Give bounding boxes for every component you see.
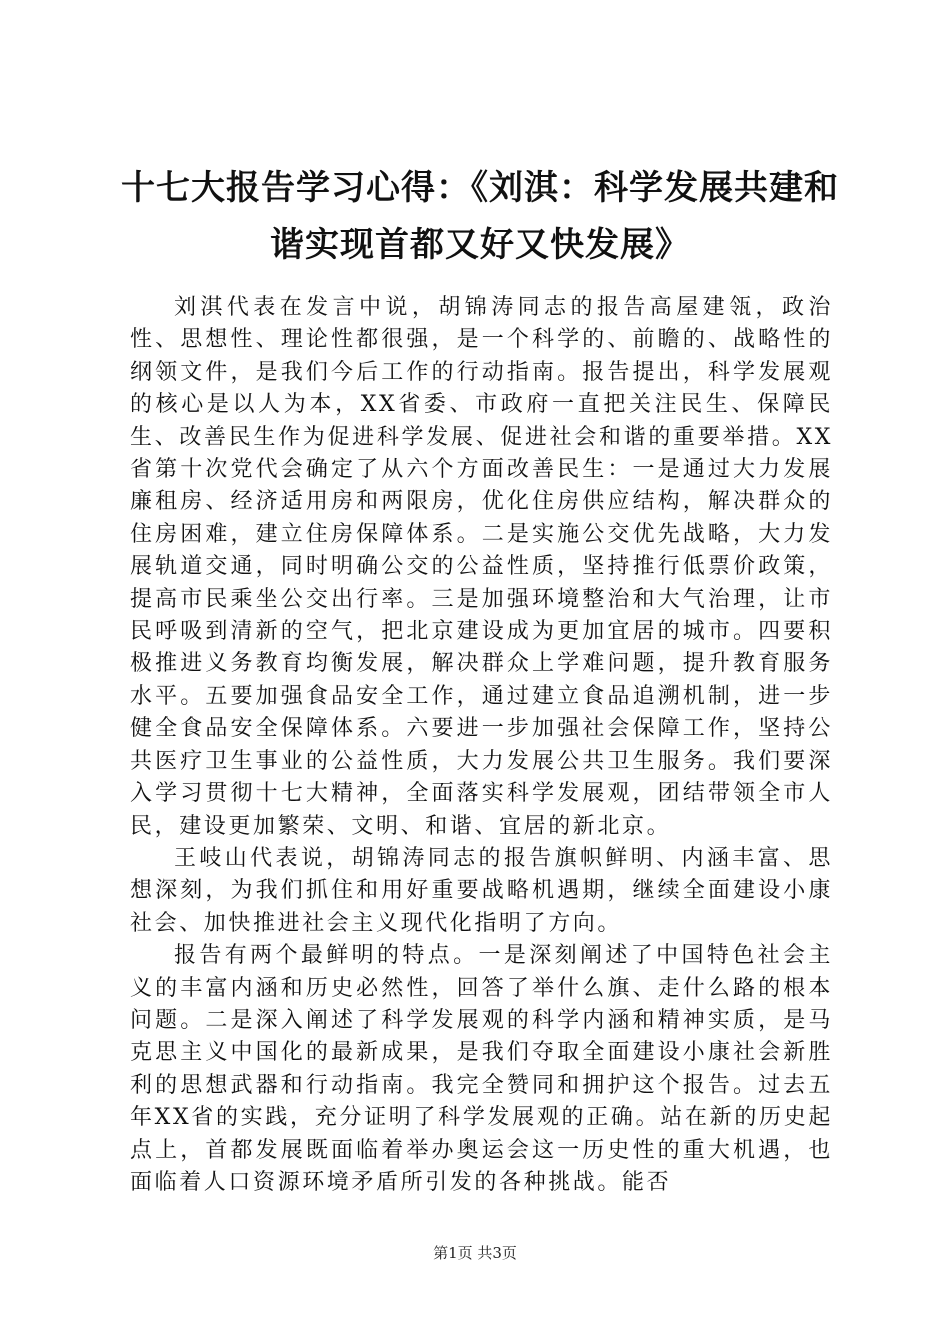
document-body xyxy=(130,292,833,1199)
paragraph: 报告有两个最鲜明的特点。一是深刻阐述了中国特色社会主义的丰富内涵和历史必然性，回答了举什么旗、走什么路的根本问题。二是深入阐述了科学发展观的科学内涵和精神实质，是马克思主义中国化的最新成果，是我们夺取全面建设小康社会新胜利的思想武器和行动指南。我完全赞同和拥护这个报告。过去五年XX省的实践，充分证明了科学发展观的正确。站在新的历史起点上，首都发展既面临着举办奥运会这一历史性的重大机遇，也面临着人口资源环境矛盾所引发的各种挑战。能否 xyxy=(130,943,833,1195)
paragraph: 王岐山代表说，胡锦涛同志的报告旗帜鲜明、内涵丰富、思想深刻，为我们抓住和用好重要战略机遇期，继续全面建设小康社会、加快推进社会主义现代化指明了方向。 xyxy=(130,845,833,936)
page-number-footer: 第1页 共3页 xyxy=(433,1244,517,1262)
document-title: 十七大报告学习心得：《刘淇：科学发展共建和谐实现首都又好又快发展》 xyxy=(121,168,839,265)
paragraph: 刘淇代表在发言中说，胡锦涛同志的报告高屋建瓴，政治性、思想性、理论性都很强，是一个科学的、前瞻的、战略性的纲领文件，是我们今后工作的行动指南。报告提出，科学发展观的核心是以人为本，XX省委、市政府一直把关注民生、保障民生、改善民生作为促进科学发展、促进社会和谐的重要举措。XX省第十次党代会确定了从六个方面改善民生：一是通过大力发展廉租房、经济适用房和两限房，优化住房供应结构，解决群众的住房困难，建立住房保障体系。二是实施公交优先战略，大力发展轨道交通，同时明确公交的公益性质，坚持推行低票价政策，提高市民乘坐公交出行率。三是加强环境整治和大气治理，让市民呼吸到清新的空气，把北京建设成为更加宜居的城市。四要积极推进义务教育均衡发展，解决群众上学难问题，提升教育服务水平。五要加强食品安全工作，通过建立食品追溯机制，进一步健全食品安全保障体系。六要进一步加强社会保障工作，坚持公共医疗卫生事业的公益性质，大力发展公共卫生服务。我们要深入学习贯彻十七大精神，全面落实科学发展观，团结带领全市人民，建设更加繁荣、文明、和谐、宜居的新北京。 xyxy=(130,295,833,839)
